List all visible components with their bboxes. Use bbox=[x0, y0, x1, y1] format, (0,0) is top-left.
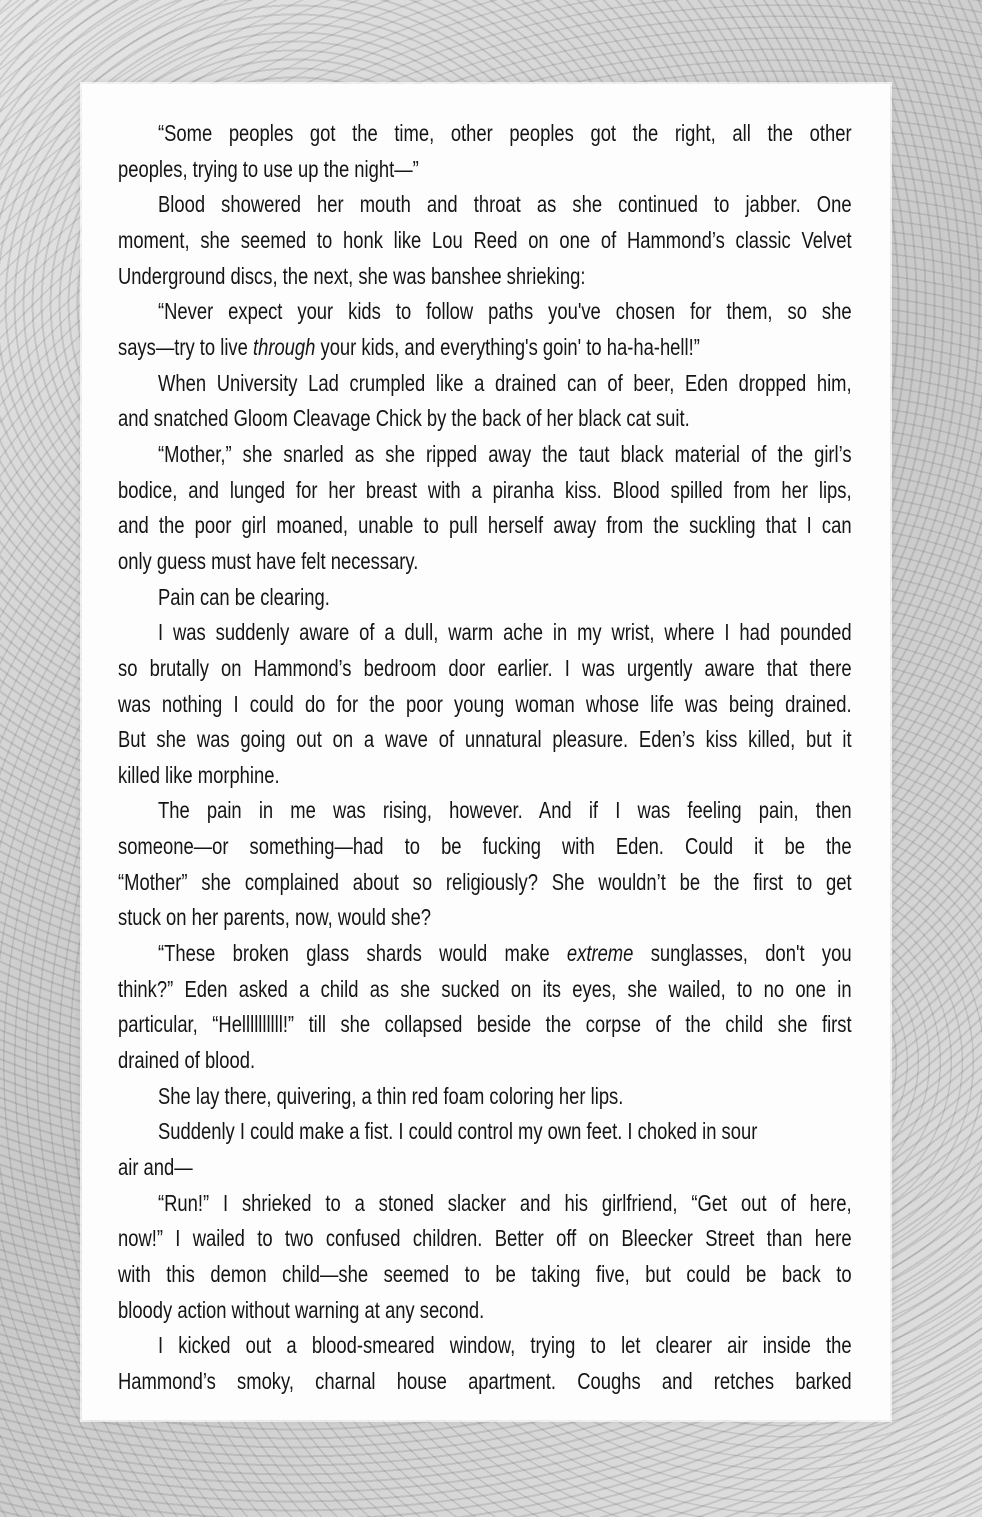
text-line: bloody action without warning at any second. bbox=[118, 1296, 485, 1323]
text-line: Pain can be clearing. bbox=[158, 583, 330, 610]
text-line: I kicked out a blood-smeared window, trying to let clearer air inside the bbox=[158, 1332, 852, 1359]
text-line: now!” I wailed to two confused children. Better off on Bleecker Street than here bbox=[118, 1225, 852, 1252]
text-line: drained of blood. bbox=[118, 1047, 256, 1074]
text-line: was nothing I could do for the poor young woman whose life was being drained. bbox=[118, 690, 852, 717]
text-line: “Never expect your kids to follow paths you've chosen for them, so she bbox=[158, 298, 852, 325]
italic-text: extreme bbox=[566, 940, 634, 967]
text-line: think?” Eden asked a child as she sucked on its eyes, she wailed, to no one in bbox=[118, 975, 852, 1002]
text-line: When University Lad crumpled like a drained can of beer, Eden dropped him, bbox=[158, 369, 852, 396]
text-segment: “These broken glass shards would make bbox=[158, 940, 567, 967]
text-line: The pain in me was rising, however. And if I was feeling pain, then bbox=[158, 797, 852, 824]
text-segment: your kids, and everything's goin' to ha-ha-hell!” bbox=[315, 333, 700, 360]
text-line: But she was going out on a wave of unnatural pleasure. Eden’s kiss killed, but it bbox=[118, 726, 852, 753]
body-text bbox=[118, 116, 852, 1400]
text-line: and snatched Gloom Cleavage Chick by the back of her black cat suit. bbox=[118, 405, 690, 432]
text-line: Underground discs, the next, she was banshee shrieking: bbox=[118, 262, 586, 289]
italic-text: through bbox=[252, 333, 316, 360]
text-line: “Mother,” she snarled as she ripped away the taut black material of the girl’s bbox=[158, 440, 852, 467]
text-line: stuck on her parents, now, would she? bbox=[118, 904, 431, 931]
text-segment: sunglasses, don't you bbox=[633, 940, 852, 967]
text-line: air and— bbox=[118, 1154, 193, 1181]
text-line: so brutally on Hammond’s bedroom door earlier. I was urgently aware that there bbox=[118, 654, 852, 681]
text-line: bodice, and lunged for her breast with a piranha kiss. Blood spilled from her lips, bbox=[118, 476, 852, 503]
text-line: with this demon child—she seemed to be taking five, but could be back to bbox=[118, 1261, 852, 1287]
text-line: peoples, trying to use up the night—” bbox=[118, 155, 419, 182]
text-line: I was suddenly aware of a dull, warm ache in my wrist, where I had pounded bbox=[158, 619, 852, 646]
text-line bbox=[118, 330, 852, 366]
text-line: “Run!” I shrieked to a stoned slacker and his girlfriend, “Get out of here, bbox=[158, 1189, 852, 1216]
text-line: and the poor girl moaned, unable to pull herself away from the suckling that I can bbox=[118, 512, 852, 539]
text-line bbox=[118, 936, 852, 972]
text-line: “Some peoples got the time, other peoples got the right, all the other bbox=[158, 120, 852, 146]
text-line: killed like morphine. bbox=[118, 761, 280, 788]
text-line: She lay there, quivering, a thin red foam coloring her lips. bbox=[158, 1082, 624, 1109]
text-line: moment, she seemed to honk like Lou Reed on one of Hammond’s classic Velvet bbox=[118, 226, 852, 253]
text-line: Suddenly I could make a fist. I could control my own feet. I choked in sour bbox=[158, 1118, 758, 1145]
text-line: “Mother” she complained about so religiously? She wouldn’t be the first to get bbox=[118, 868, 852, 895]
text-line: Hammond’s smoky, charnal house apartment. Coughs and retches barked bbox=[118, 1367, 852, 1394]
text-line: someone—or something—had to be fucking with Eden. Could it be the bbox=[118, 833, 852, 860]
text-segment: says—try to live bbox=[118, 333, 253, 360]
text-line: only guess must have felt necessary. bbox=[118, 547, 419, 574]
text-line: Blood showered her mouth and throat as she continued to jabber. One bbox=[158, 191, 852, 218]
text-line: particular, “Hellllllllll!” till she collapsed beside the corpse of the child she first bbox=[118, 1011, 852, 1038]
